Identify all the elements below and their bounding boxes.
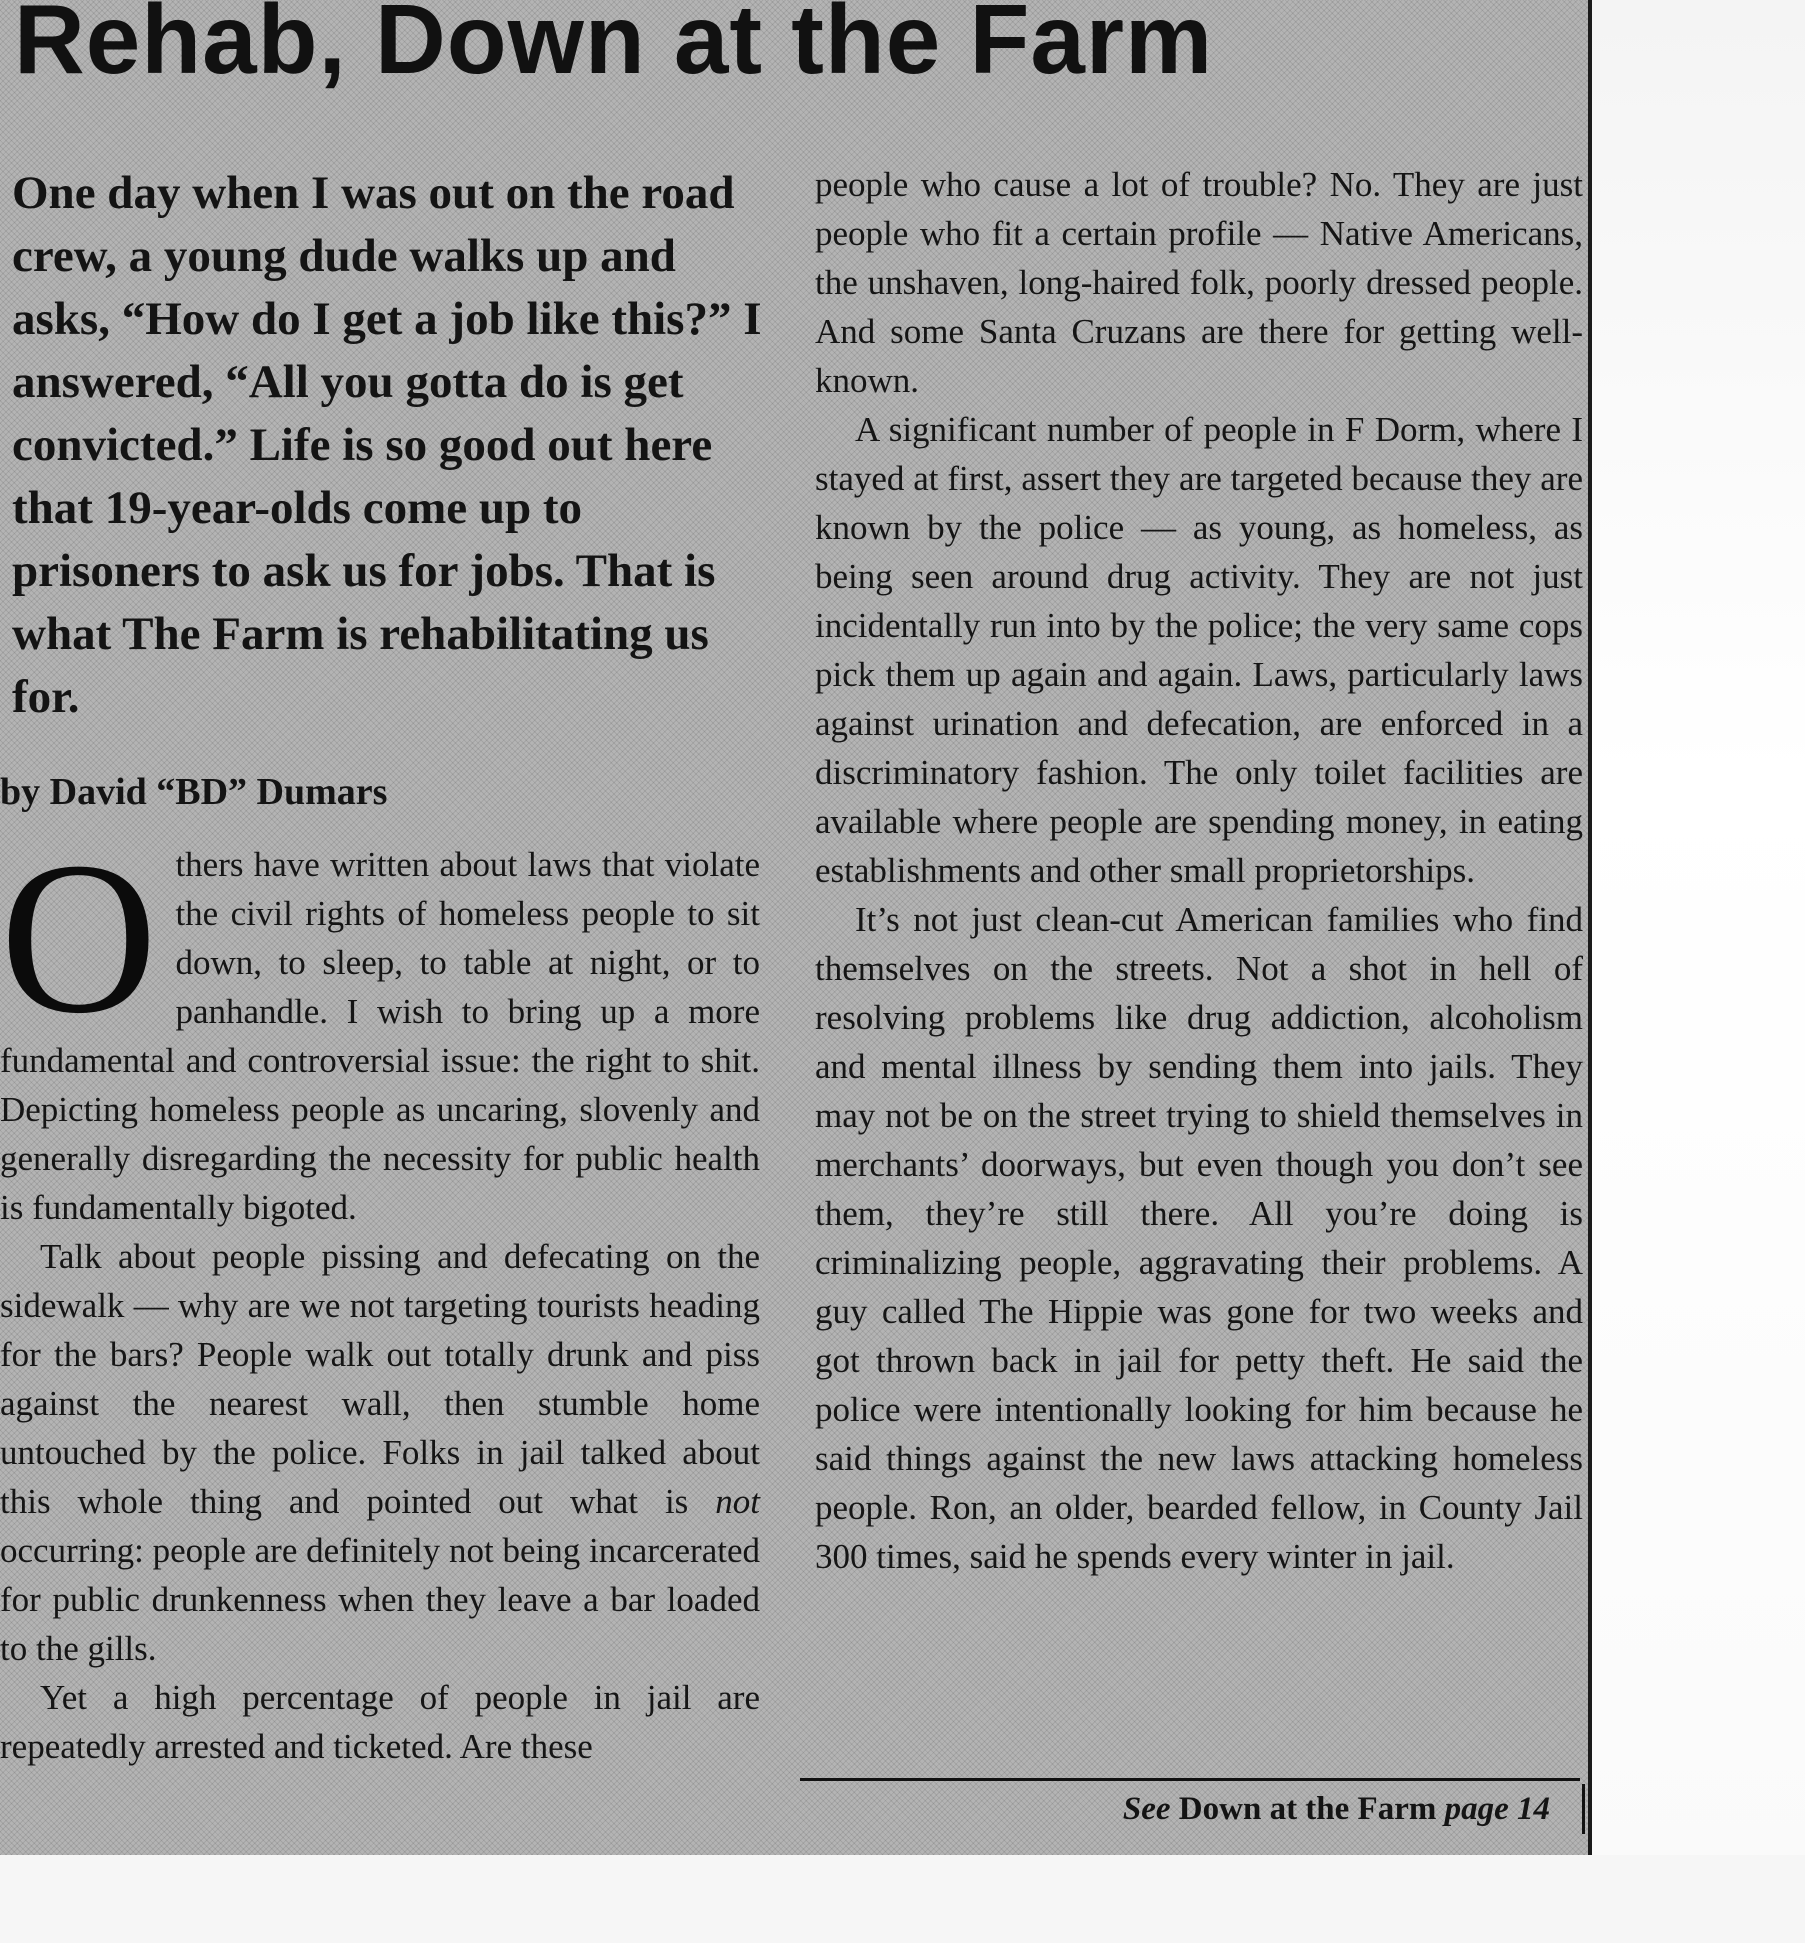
scan-bottom-margin [0, 1855, 1805, 1943]
left-paragraph-2-text-a: Talk about people pissing and defecating on the sidewalk — why are we not targeting tourists heading for the bars? People walk out totally drunk and piss against the nearest wall, then stumble home untouched by the police. Folks in jail talked about this whole thing and pointed out what is [0, 1237, 760, 1521]
right-paragraph-3: It’s not just clean-cut American families who find themselves on the streets. Not a shot in hell of resolving problems like drug addiction, alcoholism and mental illness by sending them into jails. They may not be on the street trying to shield themselves in merchants’ doorways, but even though you don’t see them, they’re still there. All you’re doing is criminalizing people, aggravating their problems. A guy called The Hippie was gone for two weeks and got thrown back in jail for petty theft. He said the police were intentionally looking for him because he said things against the new laws attacking homeless people. Ron, an older, bearded fellow, in County Jail 300 times, said he spends every winter in jail. [815, 900, 1583, 1576]
byline: by David “BD” Dumars [0, 771, 388, 813]
right-paragraph-1: people who cause a lot of trouble? No. They are just people who fit a certain profile — Native Americans, the unshaven, long-haired folk, poorly dressed people. And some Santa Cruzans are there for getting well-known. [815, 165, 1583, 400]
left-paragraph-2-text-b: occurring: people are definitely not being incarcerated for public drunkenness when they leave a bar loaded to the gills. [0, 1531, 760, 1668]
continuation-border [1582, 1784, 1585, 1834]
emphasis-not: not [715, 1482, 760, 1521]
continuation-line [1123, 1791, 1550, 1828]
column-end-rule [800, 1778, 1580, 1781]
left-paragraph-3: Yet a high percentage of people in jail are repeatedly arrested and ticketed. Are these [0, 1678, 760, 1766]
right-column [815, 160, 1583, 1581]
left-paragraph-1 [0, 818, 760, 1232]
jump-title: Down at the Farm [1178, 1791, 1437, 1827]
jump-see: See [1122, 1791, 1171, 1827]
left-paragraph-1-text: thers have written about laws that violate the civil rights of homeless people to sit down, to sleep, to table at night, or to panhandle. I wish to bring up a more fundamental and controversial issue: the right to shit. Depicting homeless people as uncaring, slovenly and generally disregarding the necessity for public health is fundamentally bigoted. [0, 845, 760, 1227]
drop-cap: O [0, 818, 158, 1059]
headline: Rehab, Down at the Farm [14, 0, 1214, 94]
jump-page: page 14 [1444, 1791, 1550, 1827]
left-column [0, 818, 760, 1771]
left-paragraph-2 [0, 1232, 760, 1673]
scan-right-margin [1592, 0, 1805, 1943]
right-paragraph-2: A significant number of people in F Dorm, where I stayed at first, assert they are targeted because they are known by the police — as young, as homeless, as being seen around drug activity. They are not just incidentally run into by the police; the very same cops pick them up again and again. Laws, particularly laws against urination and defecation, are enforced in a discriminatory fashion. The only toilet facilities are available where people are spending money, in eating establishments and other small proprietorships. [815, 410, 1583, 890]
pull-quote: One day when I was out on the road crew, a young dude walks up and asks, “How do I get a job like this?” I answered, “All you gotta do is get convicted.” Life is so good out here that 19-year-olds come up to prisoners to ask us for jobs. That is what The Farm is rehabilitating us for. [12, 167, 762, 723]
